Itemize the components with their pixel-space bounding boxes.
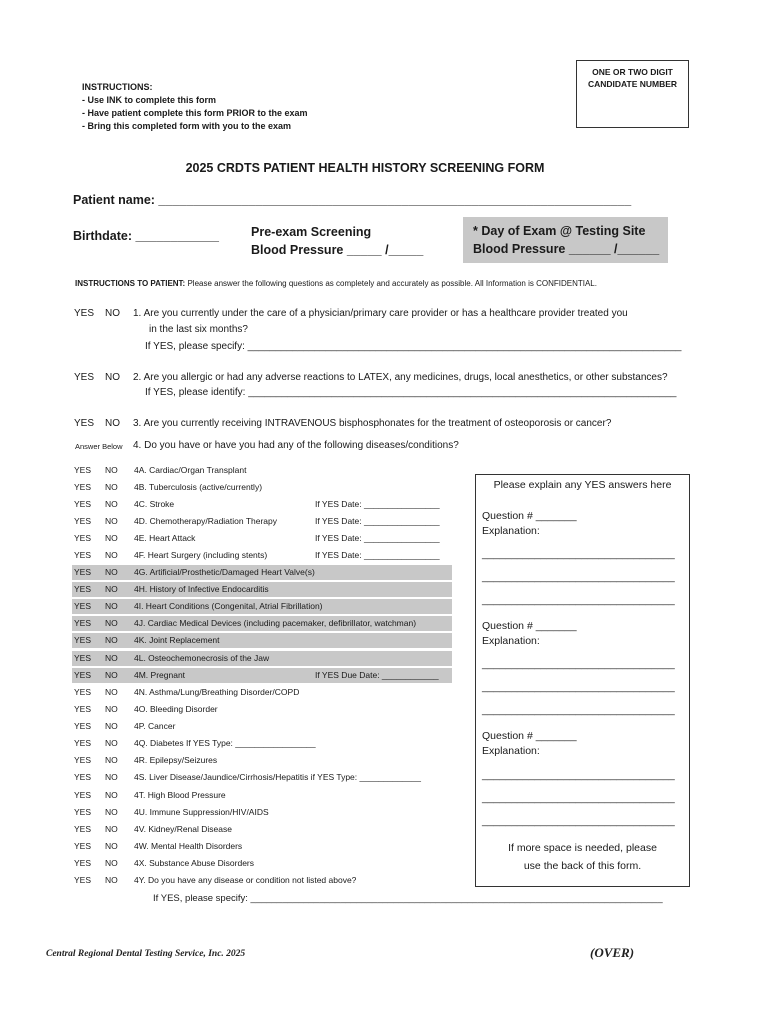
yes-option[interactable]: YES <box>74 790 92 800</box>
q4-text: 4. Do you have or have you had any of the following diseases/conditions? <box>133 440 459 451</box>
no-option[interactable]: NO <box>105 516 118 526</box>
no-option[interactable]: NO <box>105 875 118 885</box>
yes-option[interactable]: YES <box>74 550 92 560</box>
no-option[interactable]: NO <box>105 499 118 509</box>
q1-specify-field[interactable]: If YES, please specify: ______________________________________________________________________________ <box>145 341 682 352</box>
yes-option[interactable]: YES <box>74 841 92 851</box>
pre-exam-label: Pre-exam Screening <box>251 225 372 239</box>
no-option[interactable]: NO <box>105 807 118 817</box>
final-specify-field[interactable]: If YES, please specify: ______________________________________________________________________________ <box>153 893 663 904</box>
condition-label: 4Q. Diabetes If YES Type: _________________ <box>134 738 316 748</box>
condition-label: 4S. Liver Disease/Jaundice/Cirrhosis/Hepatitis if YES Type: _____________ <box>134 772 421 782</box>
explanation-line[interactable]: _________________________________ <box>482 815 675 827</box>
no-option[interactable]: NO <box>105 687 118 697</box>
condition-row-4j <box>72 616 452 631</box>
condition-label: 4E. Heart Attack <box>134 533 196 543</box>
yes-option[interactable]: YES <box>74 567 92 577</box>
date-field[interactable]: If YES Date: ________________ <box>315 499 440 509</box>
candidate-number-box[interactable] <box>576 60 689 128</box>
no-option[interactable]: NO <box>105 858 118 868</box>
q2-text: 2. Are you allergic or had any adverse reactions to LATEX, any medicines, drugs, local anesthetics, or other substances? <box>133 372 668 383</box>
yes-option[interactable]: YES <box>74 499 92 509</box>
explanation-label: Explanation: <box>482 525 540 537</box>
q2-no-option[interactable]: NO <box>105 372 120 383</box>
instructions-heading: INSTRUCTIONS: <box>82 82 153 92</box>
condition-label: 4G. Artificial/Prosthetic/Damaged Heart Valve(s) <box>134 567 315 577</box>
patient-instructions-text: Please answer the following questions as completely and accurately as possible. All Information is CONFIDENTIAL. <box>185 279 597 288</box>
condition-label: 4P. Cancer <box>134 721 176 731</box>
footer-organization: Central Regional Dental Testing Service, Inc. 2025 <box>46 949 246 959</box>
yes-option[interactable]: YES <box>74 465 92 475</box>
yes-option[interactable]: YES <box>74 687 92 697</box>
condition-label: 4H. History of Infective Endocarditis <box>134 584 269 594</box>
explanation-box <box>475 474 690 887</box>
yes-option[interactable]: YES <box>74 704 92 714</box>
explanation-line[interactable]: _________________________________ <box>482 571 675 583</box>
no-option[interactable]: NO <box>105 721 118 731</box>
condition-label: 4F. Heart Surgery (including stents) <box>134 550 268 560</box>
condition-label: 4T. High Blood Pressure <box>134 790 226 800</box>
pre-exam-bp-field[interactable]: Blood Pressure _____ /_____ <box>251 243 424 257</box>
yes-option[interactable]: YES <box>74 875 92 885</box>
condition-label: 4I. Heart Conditions (Congenital, Atrial Fibrillation) <box>134 601 323 611</box>
no-option[interactable]: NO <box>105 755 118 765</box>
q2-identify-field[interactable]: If YES, please identify: _____________________________________________________________________________ <box>145 387 677 398</box>
patient-name-field[interactable]: Patient name: ____________________________________________________________________ <box>73 193 632 207</box>
condition-label: 4W. Mental Health Disorders <box>134 841 243 851</box>
condition-label: 4D. Chemotherapy/Radiation Therapy <box>134 516 278 526</box>
condition-label: 4N. Asthma/Lung/Breathing Disorder/COPD <box>134 687 300 697</box>
q4-answer-below: Answer Below <box>75 442 123 451</box>
yes-option[interactable]: YES <box>74 755 92 765</box>
q1-text: 1. Are you currently under the care of a physician/primary care provider or has a healthcare provider treated you <box>133 308 628 319</box>
instruction-line: - Have patient complete this form PRIOR to the exam <box>82 108 308 118</box>
yes-option[interactable]: YES <box>74 635 92 645</box>
day-of-exam-bp-field: Blood Pressure ______ /______ <box>473 242 660 256</box>
yes-option[interactable]: YES <box>74 807 92 817</box>
day-of-exam-label: * Day of Exam @ Testing Site <box>473 224 646 238</box>
no-option[interactable]: NO <box>105 635 118 645</box>
explanation-line[interactable]: _________________________________ <box>482 658 675 670</box>
instruction-line: - Bring this completed form with you to the exam <box>82 121 292 131</box>
form-title: 2025 CRDTS PATIENT HEALTH HISTORY SCREENING FORM <box>185 161 545 175</box>
no-option[interactable]: NO <box>105 790 118 800</box>
q1-yes-option[interactable]: YES <box>74 308 95 319</box>
no-option[interactable]: NO <box>105 738 118 748</box>
yes-option[interactable]: YES <box>74 533 92 543</box>
explanation-label: Explanation: <box>482 635 540 647</box>
condition-label: 4X. Substance Abuse Disorders <box>134 858 255 868</box>
q3-no-option[interactable]: NO <box>105 418 120 429</box>
q2-yes-option[interactable]: YES <box>74 372 95 383</box>
condition-label: 4M. Pregnant <box>134 670 186 680</box>
explanation-line[interactable]: _________________________________ <box>482 548 675 560</box>
no-option[interactable]: NO <box>105 841 118 851</box>
explanation-line[interactable]: _________________________________ <box>482 792 675 804</box>
no-option[interactable]: NO <box>105 772 118 782</box>
yes-option[interactable]: YES <box>74 653 92 663</box>
no-option[interactable]: NO <box>105 653 118 663</box>
due-date-field[interactable]: If YES Due Date: ____________ <box>315 670 439 680</box>
candidate-box-label: ONE OR TWO DIGIT <box>592 67 673 77</box>
yes-option[interactable]: YES <box>74 858 92 868</box>
condition-label: 4O. Bleeding Disorder <box>134 704 218 714</box>
yes-option[interactable]: YES <box>74 601 92 611</box>
patient-instructions <box>75 279 597 288</box>
day-of-exam-blood-pressure <box>463 217 668 263</box>
no-option[interactable]: NO <box>105 465 118 475</box>
question-number-field[interactable]: Question # _______ <box>482 730 577 742</box>
footer-over: (OVER) <box>590 945 635 960</box>
explanation-heading: Please explain any YES answers here <box>493 479 672 491</box>
no-option[interactable]: NO <box>105 824 118 834</box>
q1-no-option[interactable]: NO <box>105 308 120 319</box>
yes-option[interactable]: YES <box>74 721 92 731</box>
condition-row-4g <box>72 565 452 580</box>
q3-text: 3. Are you currently receiving INTRAVENOUS bisphosphonates for the treatment of osteoporosis or cancer? <box>133 418 612 429</box>
date-field[interactable]: If YES Date: ________________ <box>315 516 440 526</box>
condition-label: 4C. Stroke <box>134 499 175 509</box>
date-field[interactable]: If YES Date: ________________ <box>315 533 440 543</box>
condition-label: 4B. Tuberculosis (active/currently) <box>134 482 263 492</box>
explanation-line[interactable]: _________________________________ <box>482 769 675 781</box>
birthdate-field[interactable]: Birthdate: ____________ <box>73 229 219 243</box>
no-option[interactable]: NO <box>105 584 118 594</box>
yes-option[interactable]: YES <box>74 772 92 782</box>
q3-yes-option[interactable]: YES <box>74 418 95 429</box>
yes-option[interactable]: YES <box>74 670 92 680</box>
yes-option[interactable]: YES <box>74 482 92 492</box>
condition-label: 4L. Osteochemonecrosis of the Jaw <box>134 653 270 663</box>
date-field[interactable]: If YES Date: ________________ <box>315 550 440 560</box>
condition-label: 4J. Cardiac Medical Devices (including pacemaker, defibrillator, watchman) <box>134 618 417 628</box>
no-option[interactable]: NO <box>105 618 118 628</box>
yes-option[interactable]: YES <box>74 618 92 628</box>
no-option[interactable]: NO <box>105 482 118 492</box>
condition-label: 4Y. Do you have any disease or condition not listed above? <box>134 875 357 885</box>
condition-row-4m <box>72 668 452 683</box>
condition-label: 4A. Cardiac/Organ Transplant <box>134 465 247 475</box>
q1-text-cont: in the last six months? <box>149 324 248 335</box>
question-number-field[interactable]: Question # _______ <box>482 620 577 632</box>
candidate-box-label: CANDIDATE NUMBER <box>587 79 678 89</box>
condition-label: 4U. Immune Suppression/HIV/AIDS <box>134 807 269 817</box>
no-option[interactable]: NO <box>105 533 118 543</box>
yes-option[interactable]: YES <box>74 824 92 834</box>
condition-row-4i <box>72 599 452 614</box>
explanation-label: Explanation: <box>482 745 540 757</box>
yes-option[interactable]: YES <box>74 516 92 526</box>
condition-label: 4V. Kidney/Renal Disease <box>134 824 232 834</box>
instruction-line: - Use INK to complete this form <box>82 95 217 105</box>
no-option[interactable]: NO <box>105 670 118 680</box>
form-instructions <box>82 81 308 133</box>
more-space-note: If more space is needed, please <box>508 842 657 854</box>
condition-row-4h <box>72 582 452 597</box>
more-space-note: use the back of this form. <box>523 860 642 872</box>
question-number-field[interactable]: Question # _______ <box>482 510 577 522</box>
explanation-line[interactable]: _________________________________ <box>482 704 675 716</box>
no-option[interactable]: NO <box>105 550 118 560</box>
pre-exam-blood-pressure[interactable] <box>251 223 423 259</box>
yes-option[interactable]: YES <box>74 584 92 594</box>
condition-label: 4K. Joint Replacement <box>134 635 220 645</box>
no-option[interactable]: NO <box>105 567 118 577</box>
explanation-line[interactable]: _________________________________ <box>482 681 675 693</box>
condition-row-4k <box>72 633 452 648</box>
yes-option[interactable]: YES <box>74 738 92 748</box>
condition-label: 4R. Epilepsy/Seizures <box>134 755 218 765</box>
patient-instructions-label: INSTRUCTIONS TO PATIENT: <box>75 279 186 288</box>
condition-row-4l <box>72 651 452 666</box>
explanation-line[interactable]: _________________________________ <box>482 594 675 606</box>
no-option[interactable]: NO <box>105 601 118 611</box>
no-option[interactable]: NO <box>105 704 118 714</box>
